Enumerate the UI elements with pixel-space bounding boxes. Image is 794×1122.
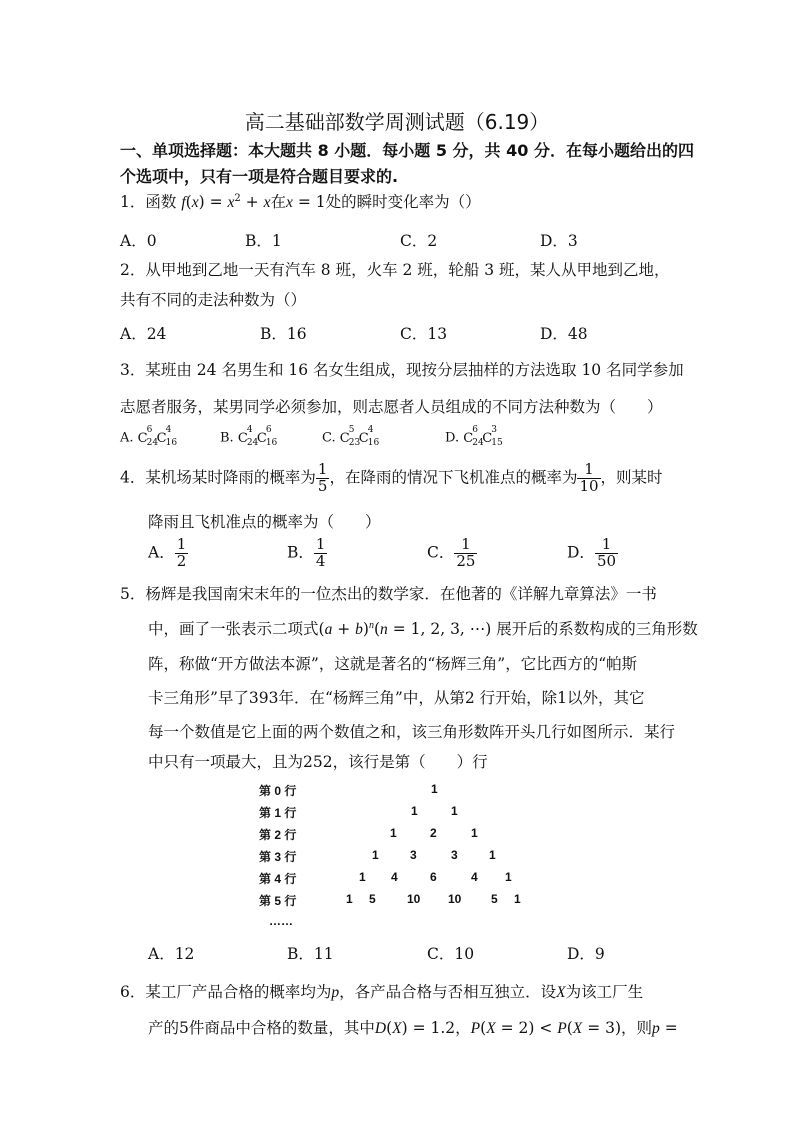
triangle-row-label: 第 3 行 [259, 850, 297, 864]
q3-option-c-formula: C 5 23 C 4 16 [339, 425, 380, 448]
triangle-number: 3 [451, 848, 458, 862]
triangle-number: 1 [346, 892, 353, 906]
triangle-number: 2 [430, 826, 437, 840]
q3-option-b-formula: C 4 24 C 6 16 [237, 425, 278, 448]
q5-line5: 每一个数值是它上面的两个数值之和，该三角形数阵开头几行如图所示．某行 [148, 723, 676, 741]
page-title: 高二基础部数学周测试题（6.19） [244, 110, 550, 134]
q2-option-a: A．24 [120, 325, 167, 343]
triangle-row-label: 第 5 行 [259, 894, 297, 908]
q4-fraction-2: $\frac{1}{10}$ [579, 460, 599, 495]
q3-option-a: A. C 6 24 C 4 16 [120, 425, 178, 448]
q4-line2: 降雨且飞机准点的概率为（ ） [148, 513, 381, 531]
q3-option-a-formula: C 6 24 C 4 16 [137, 425, 178, 448]
q1-option-a: A．0 [120, 232, 157, 250]
q5-line1: 5．杨辉是我国南宋末年的一位杰出的数学家．在他著的《详解九章算法》一书 [120, 585, 657, 603]
section-heading-line1: 一、单项选择题：本大题共 8 小题．每小题 5 分，共 40 分．在每小题给出的四 [120, 141, 694, 160]
q1-option-d: D．3 [540, 232, 578, 250]
triangle-number: 3 [410, 848, 417, 862]
triangle-number: 4 [391, 870, 398, 884]
q2-option-b: B．16 [260, 325, 307, 343]
q1-text-b: 在 [270, 193, 286, 211]
q3-line2: 志愿者服务，某男同学必须参加，则志愿者人员组成的不同方法种数为（ ） [120, 398, 663, 416]
q5-option-c: C．10 [427, 945, 475, 963]
triangle-number: 4 [471, 870, 478, 884]
triangle-number: 5 [491, 892, 498, 906]
q5-line3: 阵，称做“开方做法本源”，这就是著名的“杨辉三角”，它比西方的“帕斯 [148, 655, 638, 673]
triangle-row-label: 第 1 行 [259, 806, 297, 820]
q6-variance: D(X) = 1.2 [374, 1019, 456, 1037]
triangle-number: 10 [448, 892, 462, 906]
q2-line2: 共有不同的走法种数为（） [120, 291, 307, 309]
q6-line2: 产的5件商品中合格的数量，其中D(X) = 1.2，P(X = 2) < P(X = 3)，则p = [148, 1019, 678, 1037]
q1-option-c: C．2 [400, 232, 438, 250]
q2-option-d: D．48 [540, 325, 588, 343]
triangle-number: 1 [505, 870, 512, 884]
yang-hui-triangle-figure [255, 780, 535, 930]
triangle-ellipsis: …… [269, 914, 293, 928]
q1-text-c: 处的瞬时变化率为（） [325, 193, 481, 211]
triangle-row-label: 第 4 行 [259, 872, 297, 886]
triangle-number: 1 [359, 870, 366, 884]
section-heading-line2: 个选项中，只有一项是符合题目要求的. [120, 167, 399, 186]
q4-fraction-1: $\frac{1}{5}$ [317, 460, 328, 495]
triangle-row-label: 第 0 行 [259, 784, 297, 798]
q1-number: 1． [120, 193, 146, 211]
q3-option-d: D. C 6 24 C 3 15 [445, 425, 503, 448]
q6-var-p: p [331, 984, 340, 1001]
triangle-number: 1 [390, 826, 397, 840]
q4-option-a: A． $\frac{1}{2}$ [148, 535, 187, 570]
q5-option-d: D．9 [567, 945, 605, 963]
q6-inequality: P(X = 2) < P(X = 3) [470, 1019, 622, 1037]
q4-option-c: C． $\frac{1}{25}$ [427, 535, 476, 570]
question-4: 4．某机场某时降雨的概率为 $\frac{1}{5}$ ，在降雨的情况下飞机准点的概率为 $\frac{1}{10}$ ，则某时 [120, 460, 663, 495]
q5-option-b: B．11 [287, 945, 334, 963]
question-1 [120, 190, 481, 212]
triangle-number: 1 [451, 804, 458, 818]
q1-option-b: B．1 [245, 232, 282, 250]
q4-option-b: B． $\frac{1}{4}$ [287, 535, 326, 570]
q5-line6: 中只有一项最大，且为252，该行是第（ ）行 [148, 753, 488, 771]
q5-line4: 卡三角形”早了393年．在“杨辉三角”中，从第2 行开始，除1以外，其它 [148, 689, 645, 707]
q3-line1: 3．某班由 24 名男生和 16 名女生组成，现按分层抽样的方法选取 10 名同学参加 [120, 361, 684, 379]
q5-binomial: $(a + b)^n(n = 1$, 2, 3, ⋯) [318, 619, 492, 638]
q5-option-a: A．12 [148, 945, 195, 963]
triangle-number: 5 [369, 892, 376, 906]
q2-line1: 2．从甲地到乙地一天有汽车 8 班，火车 2 班，轮船 3 班，某人从甲地到乙地， [120, 261, 670, 279]
q2-option-c: C．13 [400, 325, 448, 343]
triangle-number: 1 [411, 804, 418, 818]
triangle-number: 6 [430, 870, 437, 884]
q1-text-a: 函数 [145, 193, 177, 211]
q1-point: x = 1 [286, 193, 326, 211]
triangle-number: 1 [471, 826, 478, 840]
triangle-number: 1 [372, 848, 379, 862]
triangle-number: 1 [514, 892, 521, 906]
triangle-number: 1 [489, 848, 496, 862]
triangle-row-label: 第 2 行 [259, 828, 297, 842]
triangle-number: 10 [407, 892, 421, 906]
q5-line2: 中，画了一张表示二项式$(a + b)^n(n = 1$, 2, 3, ⋯) 展开后的系数构成的三角形数 [148, 619, 698, 638]
q3-option-b: B. C 4 24 C 6 16 [220, 425, 278, 448]
q6-answer-var: p = [652, 1019, 678, 1037]
q4-option-d: D． $\frac{1}{50}$ [567, 535, 617, 570]
triangle-number: 1 [431, 782, 438, 796]
q3-option-c: C. C 5 23 C 4 16 [322, 425, 380, 448]
q1-formula: $f(x) = x^2 + x$ [181, 192, 271, 211]
q6-var-x: X [556, 984, 566, 1001]
q3-option-d-formula: C 6 24 C 3 15 [463, 425, 503, 448]
q6-line1: 6．某工厂产品合格的概率均为p，各产品合格与否相互独立．设X为该工厂生 [120, 983, 644, 1001]
